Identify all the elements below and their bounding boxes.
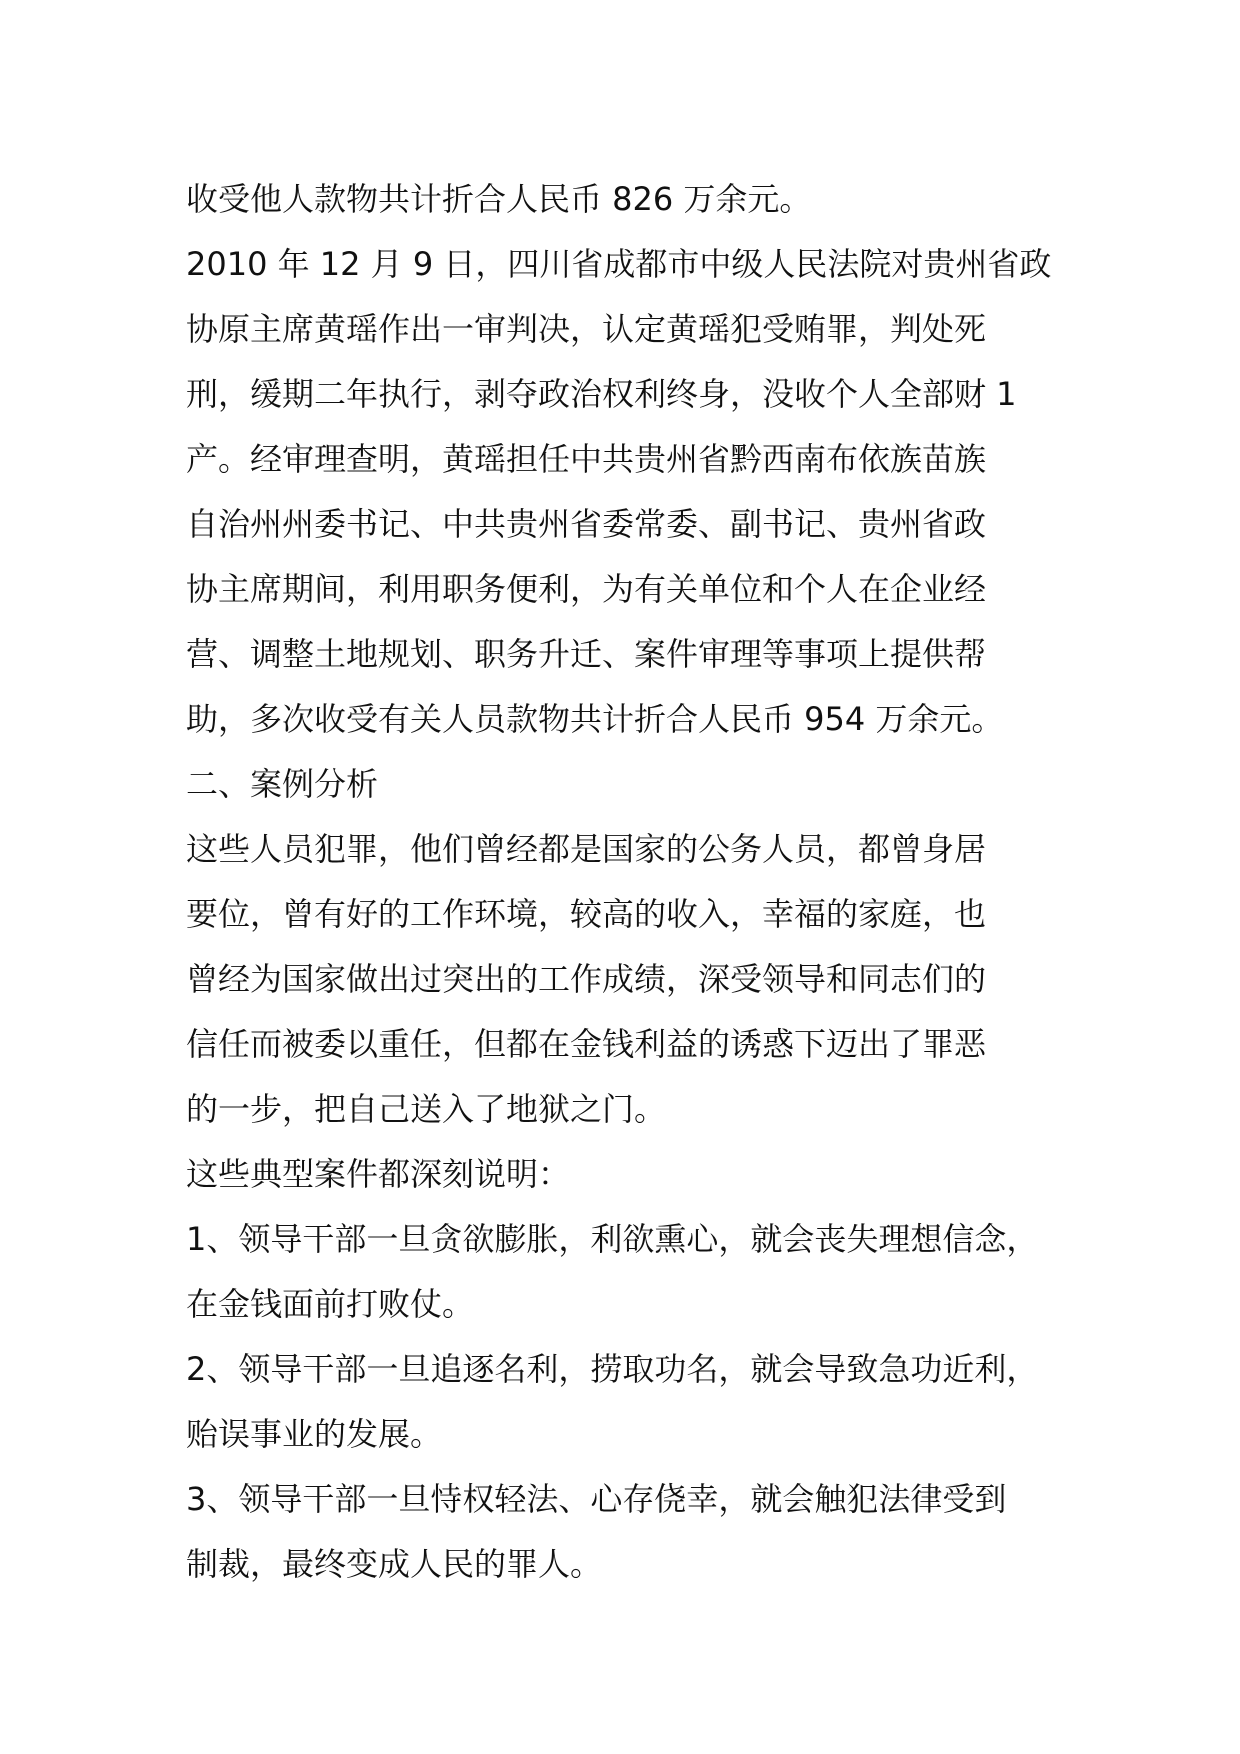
- text-line: 信任而被委以重任，但都在金钱利益的诱惑下迈出了罪恶: [186, 1025, 987, 1063]
- text-line: 产。经审理查明，黄瑶担任中共贵州省黔西南布依族苗族: [186, 440, 987, 478]
- text-line: 助，多次收受有关人员款物共计折合人民币 954 万余元。: [186, 700, 1004, 738]
- text-line: 收受他人款物共计折合人民币 826 万余元。: [186, 180, 812, 218]
- text-line: 协主席期间，利用职务便利，为有关单位和个人在企业经: [186, 570, 987, 608]
- text-line: 营、调整土地规划、职务升迁、案件审理等事项上提供帮: [186, 635, 987, 673]
- text-line: 贻误事业的发展。: [186, 1415, 443, 1453]
- section-heading: 二、案例分析: [186, 765, 379, 803]
- list-item: 2、领导干部一旦追逐名利，捞取功名，就会导致急功近利，: [186, 1350, 1039, 1388]
- text-line: 2010 年 12 月 9 日，四川省成都市中级人民法院对贵州省政: [186, 245, 1052, 283]
- text-line: 要位，曾有好的工作环境，较高的收入，幸福的家庭，也: [186, 895, 987, 933]
- text-line: 这些典型案件都深刻说明：: [186, 1155, 571, 1193]
- list-item: 3、领导干部一旦恃权轻法、心存侥幸，就会触犯法律受到: [186, 1480, 1007, 1518]
- text-line: 这些人员犯罪，他们曾经都是国家的公务人员，都曾身居: [186, 830, 987, 868]
- text-line: 曾经为国家做出过突出的工作成绩，深受领导和同志们的: [186, 960, 987, 998]
- text-line: 协原主席黄瑶作出一审判决，认定黄瑶犯受贿罪，判处死: [186, 310, 987, 348]
- text-line: 制裁，最终变成人民的罪人。: [186, 1545, 603, 1583]
- text-line: 自治州州委书记、中共贵州省委常委、副书记、贵州省政: [186, 505, 987, 543]
- text-line: 刑，缓期二年执行，剥夺政治权利终身，没收个人全部财 1: [186, 375, 1017, 413]
- text-line: 的一步，把自己送入了地狱之门。: [186, 1090, 667, 1128]
- text-line: 在金钱面前打败仗。: [186, 1285, 475, 1323]
- list-item: 1、领导干部一旦贪欲膨胀，利欲熏心，就会丧失理想信念，: [186, 1220, 1039, 1258]
